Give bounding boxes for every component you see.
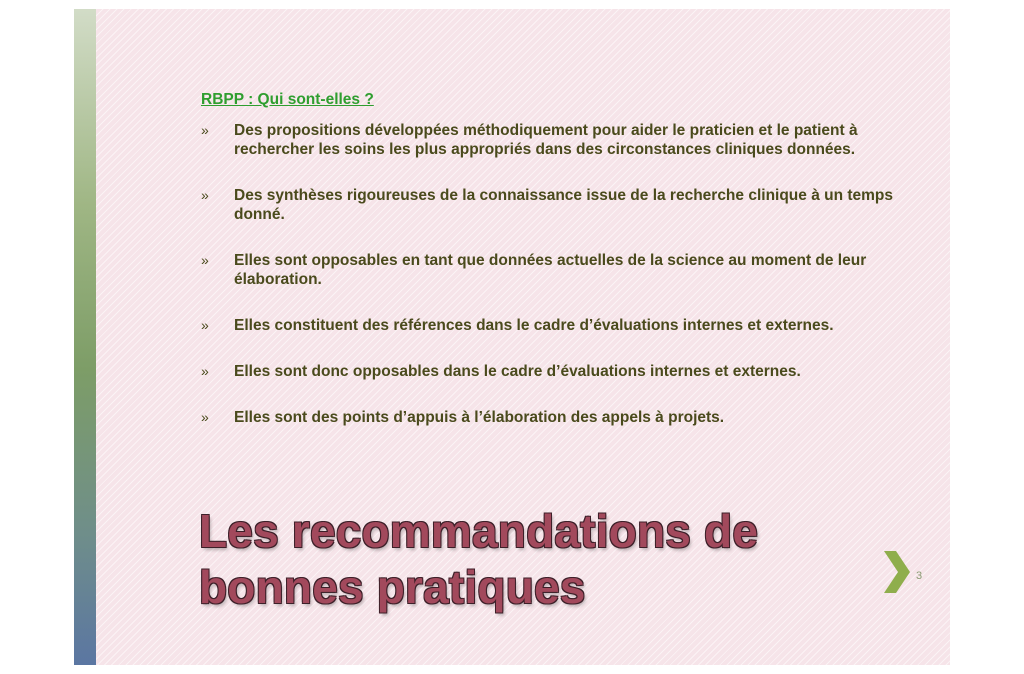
bullet-text: Elles sont opposables en tant que données actuelles de la science au moment de leur élaboration. — [234, 252, 867, 288]
bullet-marker: » — [201, 409, 209, 425]
bullet-marker: » — [201, 187, 209, 203]
bullet-marker: » — [201, 317, 209, 333]
list-item — [201, 121, 894, 159]
list-item — [201, 316, 894, 335]
bullet-text: Elles constituent des références dans le cadre d’évaluations internes et externes. — [234, 317, 834, 334]
bullet-marker: » — [201, 252, 209, 268]
bullet-text: Elles sont des points d’appuis à l’élaboration des appels à projets. — [234, 409, 725, 426]
slide-content — [201, 91, 901, 454]
bullet-text: Elles sont donc opposables dans le cadre d’évaluations internes et externes. — [234, 363, 801, 380]
slide — [74, 9, 950, 665]
bullet-text: Des synthèses rigoureuses de la connaissance issue de la recherche clinique à un temps donné. — [234, 187, 894, 223]
bullet-marker: » — [201, 363, 209, 379]
section-heading: RBPP : Qui sont-elles ? — [201, 91, 374, 108]
side-accent-bar — [74, 9, 96, 665]
page-number: 3 — [916, 570, 923, 582]
slide-title — [199, 503, 839, 615]
bullet-list — [201, 121, 901, 427]
bullet-text: Des propositions développées méthodiquement pour aider le praticien et le patient à rechercher les soins les plus appropriés dans des circonstances cliniques données. — [234, 122, 858, 158]
chevron-right-icon[interactable] — [882, 549, 912, 595]
list-item — [201, 408, 894, 427]
slide-title-line-1: Les recommandations de — [199, 505, 759, 557]
list-item — [201, 362, 894, 381]
bullet-marker: » — [201, 122, 209, 138]
list-item — [201, 186, 894, 224]
list-item — [201, 251, 894, 289]
slide-title-line-2: bonnes pratiques — [199, 561, 586, 613]
